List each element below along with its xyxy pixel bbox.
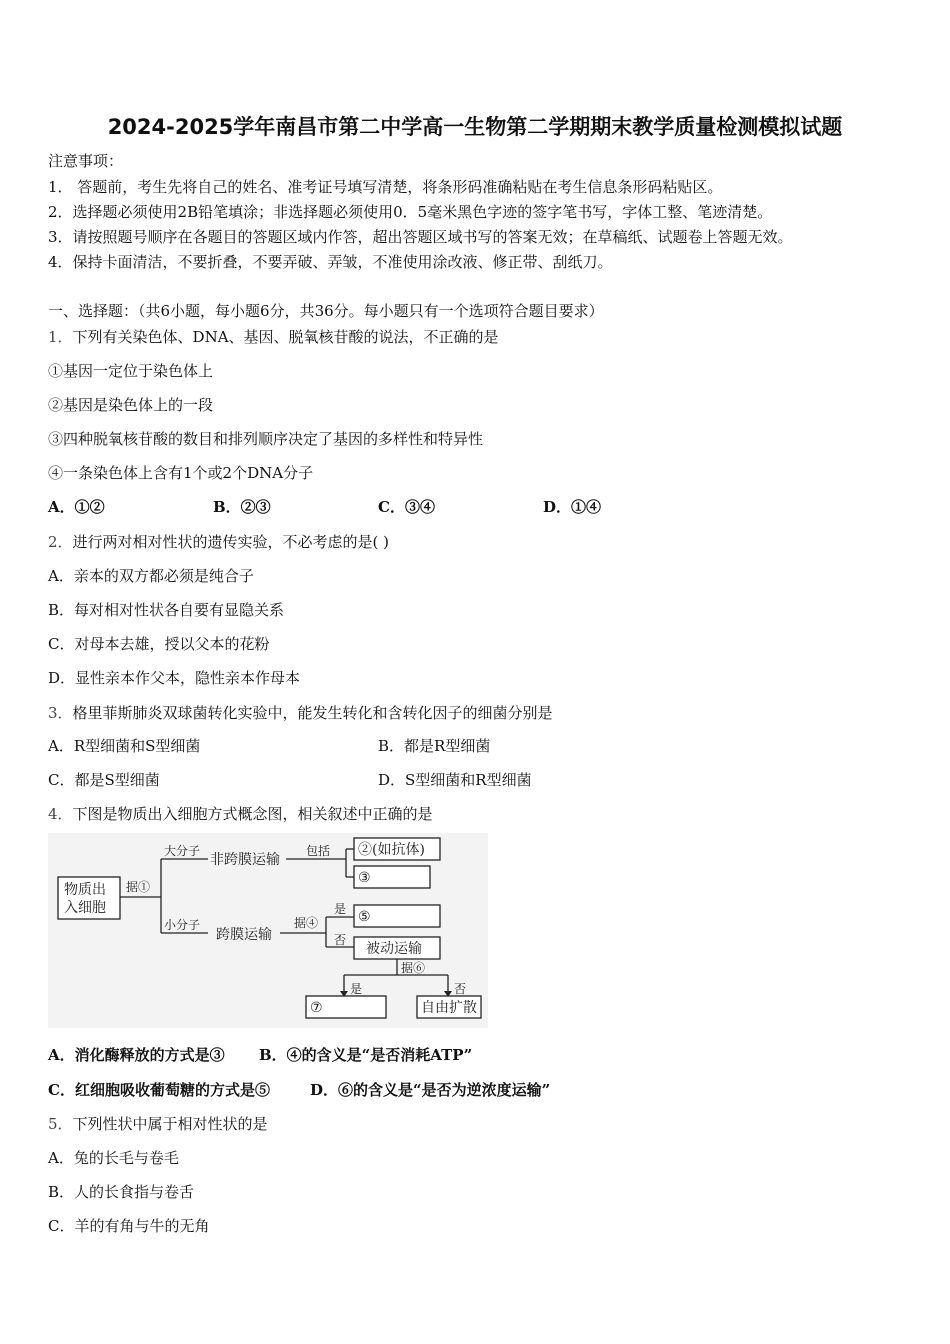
notice-item: 1． 答题前，考生先将自己的姓名、准考证号填写清楚，将条形码准确粘贴在考生信息条形码粘贴区。 xyxy=(48,178,723,196)
option-b[interactable]: B．②③ xyxy=(213,498,271,516)
option-b[interactable]: B．都是R型细菌 xyxy=(378,737,491,755)
statement: ④一条染色体上含有1个或2个DNA分子 xyxy=(48,464,314,482)
by-4-label: 据④ xyxy=(294,916,319,930)
include-label: 包括 xyxy=(306,844,331,858)
macro-label: 大分子 xyxy=(164,844,201,858)
question-number: 3． xyxy=(48,704,73,722)
question-stem: 格里菲斯肺炎双球菌转化实验中，能发生转化和含转化因子的细菌分别是 xyxy=(72,704,553,722)
statement: ②基因是染色体上的一段 xyxy=(48,396,214,414)
page-title: 2024-2025学年南昌市第二中学高一生物第二学期期末教学质量检测模拟试题 xyxy=(107,115,843,139)
box-3-label: ③ xyxy=(358,870,371,886)
yes-2-label: 是 xyxy=(350,982,363,996)
question-2 xyxy=(48,532,389,552)
option-c[interactable]: C．都是S型细菌 xyxy=(48,771,160,789)
statement: ③四种脱氧核苷酸的数目和排列顺序决定了基因的多样性和特异性 xyxy=(48,430,484,448)
question-number: 4． xyxy=(48,805,73,823)
statement: ①基因一定位于染色体上 xyxy=(48,362,214,380)
option-a[interactable]: A．消化酶释放的方式是③ xyxy=(48,1046,225,1064)
no-2-label: 否 xyxy=(454,982,467,996)
question-number: 5． xyxy=(48,1115,73,1133)
option-d[interactable]: D．⑥的含义是“是否为逆浓度运输” xyxy=(310,1081,551,1099)
question-3 xyxy=(48,703,553,723)
small-label: 小分子 xyxy=(164,918,201,932)
no-label: 否 xyxy=(334,933,347,947)
yes-label: 是 xyxy=(334,902,347,916)
notice-item: 2．选择题必须使用2B铅笔填涂；非选择题必须使用0．5毫米黑色字迹的签字笔书写，字体工整、笔迹清楚。 xyxy=(48,203,773,221)
option-b[interactable]: B．每对相对性状各自要有显隐关系 xyxy=(48,601,285,619)
box-7-label: ⑦ xyxy=(310,1000,323,1016)
by-1-label: 据① xyxy=(126,880,151,894)
option-b[interactable]: B．④的含义是“是否消耗ATP” xyxy=(259,1046,473,1064)
question-stem: 进行两对相对性状的遗传实验，不必考虑的是( ) xyxy=(72,533,390,551)
notice-heading: 注意事项： xyxy=(48,152,124,170)
question-number: 1． xyxy=(48,328,73,346)
notice-item: 3．请按照题号顺序在各题目的答题区域内作答，超出答题区域书写的答案无效；在草稿纸、试题卷上答题无效。 xyxy=(48,228,793,246)
box-2-label: ②(如抗体) xyxy=(358,842,425,858)
question-number: 2． xyxy=(48,533,73,551)
question-stem: 下列有关染色体、DNA、基因、脱氧核苷酸的说法，不正确的是 xyxy=(72,328,499,346)
notice-item: 4．保持卡面清洁，不要折叠，不要弄破、弄皱，不准使用涂改液、修正带、刮纸刀。 xyxy=(48,253,613,271)
option-c[interactable]: C．红细胞吸收葡萄糖的方式是⑤ xyxy=(48,1081,270,1099)
non-membrane-label: 非跨膜运输 xyxy=(210,852,280,868)
question-5 xyxy=(48,1114,268,1134)
question-stem: 下图是物质出入细胞方式概念图，相关叙述中正确的是 xyxy=(72,805,433,823)
box-5-label: ⑤ xyxy=(358,909,371,925)
option-b[interactable]: B．人的长食指与卷舌 xyxy=(48,1183,195,1201)
question-stem: 下列性状中属于相对性状的是 xyxy=(72,1115,268,1133)
option-a[interactable]: A．①② xyxy=(48,498,105,516)
option-a[interactable]: A．亲本的双方都必须是纯合子 xyxy=(48,567,254,585)
question-4 xyxy=(48,804,433,824)
concept-diagram xyxy=(48,833,488,1028)
membrane-label: 跨膜运输 xyxy=(216,927,272,943)
option-d[interactable]: D．S型细菌和R型细菌 xyxy=(378,771,532,789)
root-label-1: 物质出 xyxy=(64,882,106,898)
option-c[interactable]: C．③④ xyxy=(378,498,435,516)
option-a[interactable]: A．兔的长毛与卷毛 xyxy=(48,1149,179,1167)
by-6-label: 据⑥ xyxy=(401,961,426,975)
free-diffusion-label: 自由扩散 xyxy=(421,1000,477,1016)
concept-diagram-svg xyxy=(48,833,488,1028)
option-a[interactable]: A．R型细菌和S型细菌 xyxy=(48,737,201,755)
option-d[interactable]: D．①④ xyxy=(543,498,602,516)
option-c[interactable]: C．对母本去雄，授以父本的花粉 xyxy=(48,635,270,653)
option-c[interactable]: C．羊的有角与牛的无角 xyxy=(48,1217,210,1235)
question-1 xyxy=(48,327,499,347)
option-d[interactable]: D．显性亲本作父本，隐性亲本作母本 xyxy=(48,669,301,687)
section-heading: 一、选择题：（共6小题，每小题6分，共36分。每小题只有一个选项符合题目要求） xyxy=(48,302,604,320)
passive-label: 被动运输 xyxy=(366,941,422,957)
root-label-2: 入细胞 xyxy=(64,900,106,916)
